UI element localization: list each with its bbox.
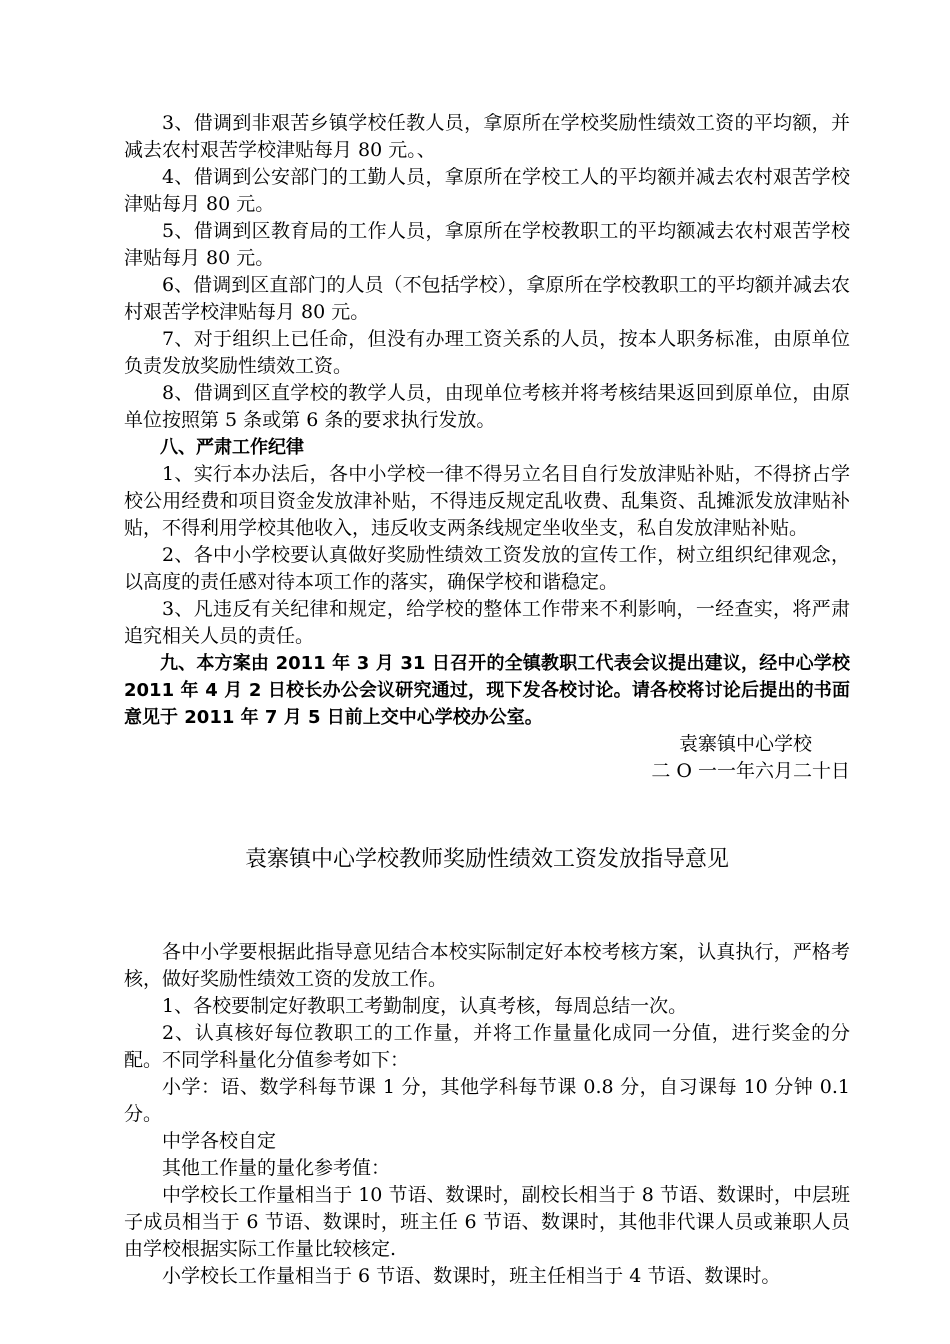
document-title: 袁寨镇中心学校教师奖励性绩效工资发放指导意见: [244, 847, 729, 872]
discipline-item-1: 1、实行本办法后，各中小学校一律不得另立名目自行发放津贴补贴，不得挤占学校公用经费和项目资金发放津补贴，不得违反规定乱收费、乱集资、乱摊派发放津贴补贴，不得利用学校其他收入，违反收支两条线规定坐收坐支，私自发放津贴补贴。: [124, 463, 850, 539]
guidance-middle-principal: 中学校长工作量相当于 10 节语、数课时，副校长相当于 8 节语、数课时，中层班子成员相当于 6 节语、数课时，班主任 6 节语、数课时，其他非代课人员或兼职人员由学校根据实际工作量比较核定.: [124, 1184, 850, 1260]
item-9-notice: 九、本方案由 2011 年 3 月 31 日召开的全镇教职工代表会议提出建议，经中心学校 2011 年 4 月 2 日校长办公会议研究通过，现下发各校讨论。请各校将讨论后提出的书面意见于 2011 年 7 月 5 日前上交中心学校办公室。: [124, 653, 850, 728]
spacer: [124, 785, 850, 845]
paragraph-item-8: 8、借调到区直学校的教学人员，由现单位考核并将考核结果返回到原单位，由原单位按照第 5 条或第 6 条的要求执行发放。: [124, 382, 850, 431]
spacer: [124, 875, 850, 939]
paragraph-item-5: 5、借调到区教育局的工作人员，拿原所在学校教职工的平均额减去农村艰苦学校津贴每月 80 元。: [124, 220, 850, 269]
signature-organization: 袁寨镇中心学校: [678, 733, 812, 755]
guidance-other-workload: 其他工作量的量化参考值：: [162, 1157, 391, 1179]
discipline-item-3: 3、凡违反有关纪律和规定，给学校的整体工作带来不利影响，一经查实，将严肃追究相关人员的责任。: [124, 598, 850, 647]
signature-date: 二 O 一一年六月二十日: [651, 760, 850, 782]
paragraph-item-3: 3、借调到非艰苦乡镇学校任教人员，拿原所在学校奖励性绩效工资的平均额，并减去农村艰苦学校津贴每月 80 元。、: [124, 112, 850, 161]
discipline-item-2: 2、各中小学校要认真做好奖励性绩效工资发放的宣传工作，树立组织纪律观念，以高度的责任感对待本项工作的落实，确保学校和谐稳定。: [124, 544, 850, 593]
guidance-primary-scores: 小学：语、数学科每节课 1 分，其他学科每节课 0.8 分，自习课每 10 分钟 0.1 分。: [124, 1076, 850, 1125]
document-body: [124, 110, 850, 1290]
section-heading-discipline: 八、严肃工作纪律: [160, 437, 304, 458]
guidance-middle-school: 中学各校自定: [162, 1130, 277, 1152]
guidance-item-1: 1、各校要制定好教职工考勤制度，认真考核，每周总结一次。: [162, 995, 688, 1017]
guidance-item-2: 2、认真核好每位教职工的工作量，并将工作量量化成同一分值，进行奖金的分配。不同学科量化分值参考如下：: [124, 1022, 850, 1071]
paragraph-item-6: 6、借调到区直部门的人员（不包括学校），拿原所在学校教职工的平均额并减去农村艰苦学校津贴每月 80 元。: [124, 274, 850, 323]
paragraph-item-4: 4、借调到公安部门的工勤人员，拿原所在学校工人的平均额并减去农村艰苦学校津贴每月 80 元。: [124, 166, 850, 215]
paragraph-item-7: 7、对于组织上已任命，但没有办理工资关系的人员，按本人职务标准，由原单位负责发放奖励性绩效工资。: [124, 328, 850, 377]
guidance-primary-principal: 小学校长工作量相当于 6 节语、数课时，班主任相当于 4 节语、数课时。: [162, 1265, 781, 1287]
guidance-intro: 各中小学要根据此指导意见结合本校实际制定好本校考核方案，认真执行，严格考核，做好奖励性绩效工资的发放工作。: [124, 941, 850, 990]
